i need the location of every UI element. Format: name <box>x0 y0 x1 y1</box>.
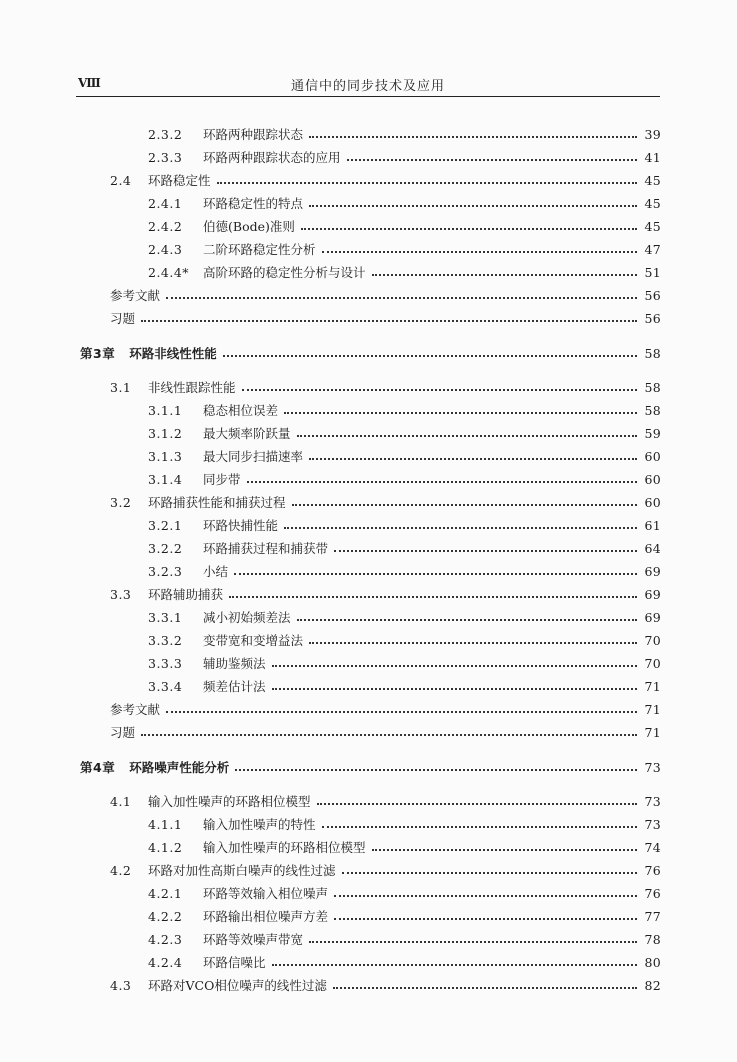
page-header <box>76 72 660 97</box>
dot-leader <box>242 389 637 391</box>
toc-entry-title: 环路捕获性能和捕获过程 <box>148 495 286 510</box>
toc-entry-title: 环路两种跟踪状态的应用 <box>203 150 341 165</box>
dot-leader <box>309 136 637 138</box>
toc-entry-page: 60 <box>644 494 661 510</box>
toc-entry-number: 2.4.4* <box>148 264 190 280</box>
toc-entry-page: 41 <box>644 149 661 165</box>
toc-entry-title: 最大频率阶跃量 <box>203 426 291 441</box>
toc-entry-title: 二阶环路稳定性分析 <box>203 242 316 257</box>
toc-entry-page: 71 <box>644 724 661 740</box>
toc-entry-title: 参考文献 <box>110 288 161 303</box>
toc-entry-page: 82 <box>644 977 661 993</box>
toc-entry-title: 小结 <box>203 564 229 579</box>
dot-leader <box>309 941 637 943</box>
toc-entry-page: 71 <box>644 678 661 694</box>
toc-entry-page: 80 <box>644 954 661 970</box>
dot-leader <box>284 412 637 414</box>
toc-entry-number: 3.3.2 <box>148 632 183 648</box>
toc-entry-page: 58 <box>644 345 661 361</box>
toc-entry-title: 环路捕获过程和捕获带 <box>203 541 329 556</box>
dot-leader <box>217 182 637 184</box>
toc-entry <box>110 377 661 397</box>
toc-entry-page: 73 <box>644 793 661 809</box>
toc-chapter-entry <box>80 343 661 363</box>
toc-entry-page: 74 <box>644 839 661 855</box>
dot-leader <box>166 297 637 299</box>
toc-entry <box>148 653 661 673</box>
toc-entry-page: 71 <box>644 701 661 717</box>
toc-entry-title: 环路信噪比 <box>203 955 266 970</box>
toc-entry-page: 70 <box>644 655 661 671</box>
toc-entry-number: 3.1.3 <box>148 448 183 464</box>
dot-leader <box>284 527 637 529</box>
dot-leader <box>272 688 637 690</box>
toc-entry-title: 最大同步扫描速率 <box>203 449 304 464</box>
toc-entry <box>148 262 661 282</box>
dot-leader <box>141 734 637 736</box>
toc-entry-number: 2.4.3 <box>148 241 183 257</box>
toc-entry <box>148 561 661 581</box>
toc-entry-page: 77 <box>644 908 661 924</box>
toc-entry <box>110 308 661 328</box>
dot-leader <box>166 711 637 713</box>
toc-entry-title: 环路两种跟踪状态 <box>203 127 304 142</box>
toc-entry-number: 3.2.1 <box>148 517 183 533</box>
toc-entry-number: 4.2.3 <box>148 931 183 947</box>
toc-entry <box>110 975 661 995</box>
toc-entry-page: 61 <box>644 517 661 533</box>
dot-leader <box>334 918 637 920</box>
toc-entry-page: 39 <box>644 126 661 142</box>
toc-entry-page: 60 <box>644 448 661 464</box>
toc-entry-number: 第4章 <box>80 760 116 775</box>
toc-entry <box>110 722 661 742</box>
toc-entry-page: 76 <box>644 885 661 901</box>
toc-entry-page: 47 <box>644 241 661 257</box>
toc-entry <box>110 860 661 880</box>
toc-entry-title: 非线性跟踪性能 <box>148 380 236 395</box>
toc-entry-number: 2.3.3 <box>148 149 183 165</box>
toc-entry-page: 56 <box>644 310 661 326</box>
toc-entry-number: 第3章 <box>80 346 116 361</box>
dot-leader <box>309 205 637 207</box>
toc-entry <box>148 630 661 650</box>
toc-entry <box>148 469 661 489</box>
toc-entry-page: 70 <box>644 632 661 648</box>
toc-entry-title: 习题 <box>110 311 136 326</box>
toc-entry <box>148 814 661 834</box>
toc-entry-number: 2.4 <box>110 172 132 188</box>
toc-entry <box>148 929 661 949</box>
toc-entry-title: 环路稳定性的特点 <box>203 196 304 211</box>
toc-entry-title: 环路等效输入相位噪声 <box>203 886 329 901</box>
toc-entry <box>148 446 661 466</box>
toc-entry-title: 环路快捕性能 <box>203 518 279 533</box>
toc-entry-page: 73 <box>644 816 661 832</box>
toc-entry <box>148 400 661 420</box>
toc-entry-page: 69 <box>644 609 661 625</box>
toc-entry-number: 3.1.4 <box>148 471 183 487</box>
dot-leader <box>297 435 637 437</box>
toc-entry-title: 伯德(Bode)准则 <box>203 219 295 234</box>
toc-entry <box>148 124 661 144</box>
toc-entry <box>148 515 661 535</box>
toc-entry-page: 56 <box>644 287 661 303</box>
toc-entry-title: 习题 <box>110 725 136 740</box>
toc-entry-title: 稳态相位误差 <box>203 403 279 418</box>
toc-entry <box>148 837 661 857</box>
toc-entry-title: 频差估计法 <box>203 679 266 694</box>
dot-leader <box>372 274 637 276</box>
toc-entry <box>148 952 661 972</box>
toc-entry-number: 3.1.2 <box>148 425 183 441</box>
dot-leader <box>333 987 637 989</box>
dot-leader <box>272 665 637 667</box>
toc-entry-title: 参考文献 <box>110 702 161 717</box>
dot-leader <box>223 355 637 357</box>
toc-entry-number: 3.2 <box>110 494 132 510</box>
toc-entry-number: 4.1 <box>110 793 132 809</box>
toc-entry-number: 4.1.2 <box>148 839 183 855</box>
toc-entry-number: 2.4.2 <box>148 218 183 234</box>
toc-entry-title: 环路稳定性 <box>148 173 211 188</box>
toc-entry-title: 环路对VCO相位噪声的线性过滤 <box>148 978 327 993</box>
toc-entry <box>148 147 661 167</box>
dot-leader <box>342 872 637 874</box>
toc-entry-number: 4.3 <box>110 977 132 993</box>
toc-entry-number: 4.2 <box>110 862 132 878</box>
dot-leader <box>334 895 637 897</box>
toc-entry <box>148 906 661 926</box>
toc-entry-number: 4.2.1 <box>148 885 183 901</box>
toc-entry <box>148 538 661 558</box>
toc-entry-title: 辅助鉴频法 <box>203 656 266 671</box>
toc-entry-number: 3.3.4 <box>148 678 183 694</box>
dot-leader <box>322 251 637 253</box>
page-number: Ⅷ <box>78 76 101 90</box>
toc-entry-page: 69 <box>644 586 661 602</box>
toc-entry-number: 3.3 <box>110 586 132 602</box>
toc-entry-title: 环路辅助捕获 <box>148 587 224 602</box>
toc-entry <box>110 791 661 811</box>
toc-entry <box>148 607 661 627</box>
dot-leader <box>334 550 637 552</box>
toc-entry <box>110 170 661 190</box>
toc-entry-page: 60 <box>644 471 661 487</box>
dot-leader <box>247 481 637 483</box>
running-title: 通信中的同步技术及应用 <box>290 79 445 94</box>
toc-entry <box>148 239 661 259</box>
dot-leader <box>301 228 637 230</box>
dot-leader <box>347 159 637 161</box>
toc-entry-page: 58 <box>644 379 661 395</box>
toc-entry <box>148 676 661 696</box>
toc-entry-page: 58 <box>644 402 661 418</box>
dot-leader <box>322 826 637 828</box>
toc-entry-title: 减小初始频差法 <box>203 610 291 625</box>
toc-entry <box>110 285 661 305</box>
toc-entry-number: 4.2.4 <box>148 954 183 970</box>
toc-entry-title: 输入加性噪声的环路相位模型 <box>203 840 366 855</box>
toc-entry-number: 3.2.2 <box>148 540 183 556</box>
dot-leader <box>234 573 637 575</box>
toc-entry-title: 环路对加性高斯白噪声的线性过滤 <box>148 863 336 878</box>
toc-entry-page: 51 <box>644 264 661 280</box>
toc-entry-number: 3.1 <box>110 379 132 395</box>
dot-leader <box>309 642 637 644</box>
toc-entry-number: 4.1.1 <box>148 816 183 832</box>
dot-leader <box>317 803 637 805</box>
toc-entry-title: 环路输出相位噪声方差 <box>203 909 329 924</box>
toc-entry-number: 4.2.2 <box>148 908 183 924</box>
toc-entry-title: 同步带 <box>203 472 241 487</box>
toc-entry-page: 59 <box>644 425 661 441</box>
toc-entry-number: 2.4.1 <box>148 195 183 211</box>
toc-entry-number: 3.2.3 <box>148 563 183 579</box>
toc-entry <box>110 699 661 719</box>
dot-leader <box>297 619 637 621</box>
dot-leader <box>141 320 637 322</box>
toc-entry-page: 73 <box>644 759 661 775</box>
toc-entry <box>110 492 661 512</box>
toc-entry <box>148 883 661 903</box>
dot-leader <box>309 458 637 460</box>
toc-entry-page: 78 <box>644 931 661 947</box>
dot-leader <box>272 964 637 966</box>
dot-leader <box>229 596 637 598</box>
toc-entry-title: 变带宽和变增益法 <box>203 633 304 648</box>
toc-entry-title: 环路噪声性能分析 <box>129 760 230 775</box>
dot-leader <box>235 769 637 771</box>
dot-leader <box>372 849 637 851</box>
toc-entry <box>110 584 661 604</box>
dot-leader <box>292 504 637 506</box>
toc-entry-number: 3.1.1 <box>148 402 183 418</box>
toc-entry-title: 环路非线性性能 <box>129 346 217 361</box>
toc-entry-page: 69 <box>644 563 661 579</box>
toc-entry-page: 45 <box>644 172 661 188</box>
toc-entry-title: 输入加性噪声的环路相位模型 <box>148 794 311 809</box>
toc-entry <box>148 216 661 236</box>
toc-entry-page: 76 <box>644 862 661 878</box>
toc-entry-page: 45 <box>644 195 661 211</box>
toc-entry <box>148 193 661 213</box>
toc-entry-title: 环路等效噪声带宽 <box>203 932 304 947</box>
toc-entry-title: 高阶环路的稳定性分析与设计 <box>203 265 366 280</box>
toc-entry-number: 2.3.2 <box>148 126 183 142</box>
toc-entry-title: 输入加性噪声的特性 <box>203 817 316 832</box>
toc-entry <box>148 423 661 443</box>
toc-entry-page: 45 <box>644 218 661 234</box>
toc-chapter-entry <box>80 757 661 777</box>
toc-entry-number: 3.3.3 <box>148 655 183 671</box>
toc-entry-page: 64 <box>644 540 661 556</box>
toc-entry-number: 3.3.1 <box>148 609 183 625</box>
